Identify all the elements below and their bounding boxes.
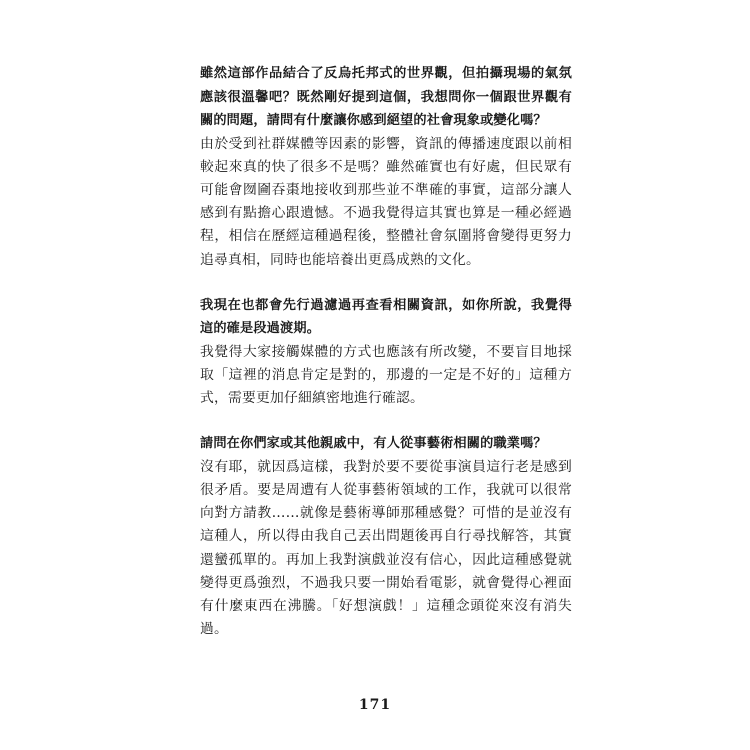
question-text: 雖然這部作品結合了反烏托邦式的世界觀，但拍攝現場的氣氛應該很溫馨吧？既然剛好提到這個，我想問你一個跟世界觀有關的問題，請問有什麼讓你感到絕望的社會現象或變化嗎？ [200,66,572,128]
page-number: 171 [358,697,392,713]
question-text: 請問在你們家或其他親戚中，有人從事藝術相關的職業嗎？ [200,436,547,452]
answer-text: 由於受到社群媒體等因素的影響，資訊的傳播速度跟以前相較起來真的快了很多不是嗎？雖然確實也有好處，但民眾有可能會囫圇吞棗地接收到那些並不準確的事實，這部分讓人感到有點擔心跟遺憾。不過我覺得這其實也算是一種必經過程，相信在歷經這種過程後，整體社會氛圍將會變得更努力追尋真相，同時也能培養出更爲成熟的文化。 [200,135,572,268]
page-body [200,62,572,663]
qa-block-2 [200,294,572,411]
question-text: 我現在也都會先行過濾過再查看相關資訊，如你所說，我覺得這的確是段過渡期。 [200,297,572,337]
answer-text: 我覺得大家接觸媒體的方式也應該有所改變，不要盲目地採取「這裡的消息肯定是對的，那邊的一定是不好的」這種方式，需要更加仔細縝密地進行確認。 [200,343,572,407]
qa-block-3 [200,432,572,641]
qa-block-1 [200,62,572,272]
answer-text: 沒有耶，就因爲這樣，我對於要不要從事演員這行老是感到很矛盾。要是周遭有人從事藝術領域的工作，我就可以很常向對方請教……就像是藝術導師那種感覺？可惜的是並沒有這種人，所以得由我自己丟出問題後再自行尋找解答，其實還蠻孤單的。再加上我對演戲並沒有信心，因此這種感覺就變得更爲強烈，不過我只要一開始看電影，就會覺得心裡面有什麼東西在沸騰。「好想演戲！」這種念頭從來沒有消失過。 [200,458,572,638]
